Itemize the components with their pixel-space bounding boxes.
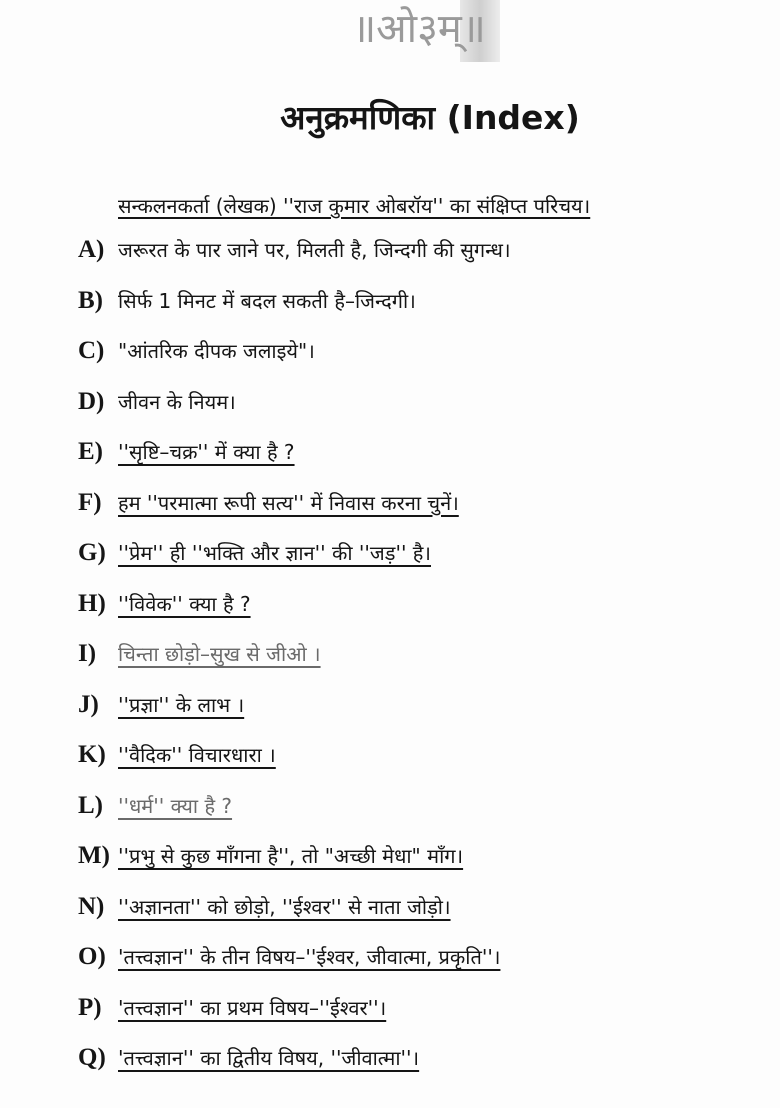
item-letter: F)	[78, 488, 102, 516]
item-title: 'तत्त्वज्ञान'' का प्रथम विषय–''ईश्वर''।	[118, 995, 387, 1020]
index-item	[78, 943, 500, 971]
index-item	[78, 539, 431, 567]
item-letter: P)	[78, 993, 102, 1021]
item-letter: I)	[78, 640, 97, 667]
item-title: जरूरत के पार जाने पर, मिलती है, जिन्दगी की सुगन्ध।	[118, 238, 511, 262]
index-item	[78, 893, 451, 921]
item-title: 'तत्त्वज्ञान'' के तीन विषय–''ईश्वर, जीवात्मा, प्रकृति''।	[118, 945, 501, 969]
index-item	[78, 842, 463, 870]
page-title: अनुक्रमणिका (Index)	[280, 98, 580, 137]
item-title: ''विवेक'' क्या है ?	[118, 591, 251, 616]
index-item	[78, 1044, 419, 1072]
index-item	[78, 691, 244, 719]
item-title: ''धर्म'' क्या है ?	[118, 793, 233, 818]
item-title: ''प्रज्ञा'' के लाभ ।	[118, 692, 245, 717]
index-item	[78, 489, 459, 517]
item-title: हम ''परमात्मा रूपी सत्य'' में निवास करना चुनें।	[118, 490, 459, 515]
item-letter: L)	[78, 791, 103, 819]
item-title: ''अज्ञानता'' को छोड़ो, ''ईश्वर'' से नाता जोड़ो।	[118, 894, 451, 919]
index-item	[78, 337, 315, 365]
item-title: जीवन के नियम।	[118, 389, 236, 414]
index-item	[78, 287, 416, 315]
item-letter: J)	[78, 690, 99, 718]
item-title: सिर्फ 1 मिनट में बदल सकती है–जिन्दगी।	[118, 288, 416, 313]
item-letter: H)	[78, 589, 106, 617]
item-letter: B)	[78, 286, 103, 314]
item-title: चिन्ता छोड़ो–सुख से जीओ ।	[118, 642, 321, 666]
item-title: ''प्रेम'' ही ''भक्ति और ज्ञान'' की ''जड़'' है।	[118, 541, 431, 565]
index-item	[78, 994, 386, 1022]
item-letter: D)	[78, 387, 105, 415]
logo-text: ॥ओ३म्॥	[352, 6, 486, 52]
item-letter: N)	[78, 892, 105, 920]
item-letter: O)	[78, 943, 106, 970]
item-letter: K)	[78, 741, 106, 768]
index-item	[78, 236, 511, 264]
author-intro-heading: सन्कलनकर्ता (लेखक) ''राज कुमार ओबरॉय'' का संक्षिप्त परिचय।	[118, 194, 591, 218]
item-letter: A)	[78, 236, 105, 263]
item-title: ''वैदिक'' विचारधारा ।	[118, 743, 276, 767]
index-item	[78, 640, 321, 668]
item-letter: C)	[78, 337, 105, 364]
item-letter: G)	[78, 539, 106, 566]
index-item	[78, 388, 236, 416]
item-title: ''सृष्टि–चक्र'' में क्या है ?	[118, 440, 295, 464]
item-letter: M)	[78, 842, 110, 869]
item-letter: Q)	[78, 1044, 106, 1071]
index-item	[78, 741, 276, 769]
item-letter: E)	[78, 438, 103, 465]
index-item	[78, 590, 251, 618]
item-title: 'तत्त्वज्ञान'' का द्वितीय विषय, ''जीवात्मा''।	[118, 1046, 420, 1070]
item-title: "आंतरिक दीपक जलाइये"।	[118, 339, 315, 363]
index-item	[78, 792, 232, 820]
om-logo	[338, 0, 500, 62]
item-title: ''प्रभु से कुछ माँगना है'', तो "अच्छी मेधा" माँग।	[118, 844, 464, 868]
index-item	[78, 438, 295, 466]
